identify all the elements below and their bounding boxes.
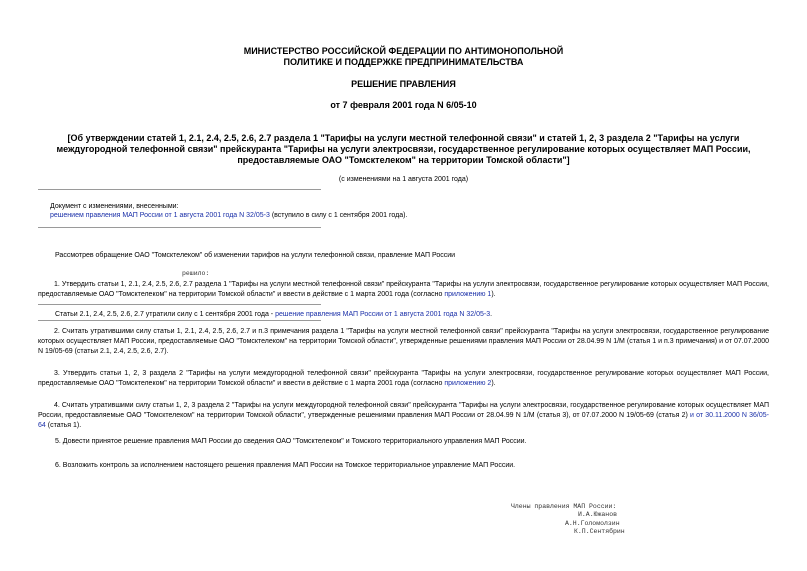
note-divider-bottom	[38, 320, 321, 321]
paragraph-5: 5. Довести принятое решение правления МАП России до сведения ОАО "Томсктелеком" и Томского территориального управления МАП России.	[55, 438, 527, 445]
ministry-name-line2: ПОЛИТИКЕ И ПОДДЕРЖКЕ ПРЕДПРИНИМАТЕЛЬСТВА	[283, 57, 524, 67]
changes-note: (с изменениями на 1 августа 2001 года)	[338, 176, 469, 183]
doc-title-line2: междугородной телефонной связи" прейскуранта "Тарифы на услуги электросвязи, государственное регулирование которых осуществляет МАП России,	[56, 144, 751, 154]
paragraph-4-end: (статья 1).	[45, 422, 82, 429]
signature-1: И.А.Южанов	[578, 511, 618, 518]
changes-label: Документ с изменениями, внесенными:	[50, 203, 179, 210]
paragraph-1-end: ).	[491, 291, 496, 298]
paragraph-3-text: 3. Утвердить статьи 1, 2, 3 раздела 2 "Тарифы на услуги междугородной телефонной связи" прейскуранта "Тарифы на услуги электросвязи, государственное регулирование которых осуществляет МАП России, предоставляемые ОАО "Томсктелеком" на территории Томской области" и ввести в действие с 1 марта 2001 года (согласно	[38, 370, 769, 387]
amendment-note-text: Статьи 2.1, 2.4, 2.5, 2.6, 2.7 утратили силу с 1 сентября 2001 года -	[55, 311, 276, 318]
paragraph-1	[38, 280, 769, 300]
paragraph-6: 6. Возложить контроль за исполнением настоящего решения правления МАП России на Томское территориальное управление МАП России.	[55, 462, 516, 469]
paragraph-3	[38, 369, 769, 389]
signatures-title: Члены правления МАП России:	[511, 503, 617, 510]
doc-title-line3: предоставляемые ОАО "Томсктелеком" на территории Томской области"]	[237, 155, 570, 165]
amendment-note-end: .	[490, 311, 493, 318]
paragraph-2: 2. Считать утратившими силу статьи 1, 2.1, 2.4, 2.5, 2.6, 2.7 и п.3 примечания раздела 1 "Тарифы на услуги местной телефонной связи" прейскуранта "Тарифы на услуги электросвязи, государственное регулирование которых осуществляет МАП России, предоставляемые ОАО "Томсктелеком" на территории Томской области", утвержденные решениями правления МАП России от 28.04.99 N 1/М (статья 1 и п.3 примечания) и от 07.07.2000 N 19/05-69 (статьи 2.1, 2.4, 2.5, 2.6, 2.7).	[38, 328, 769, 355]
signature-2: А.Н.Голомолзин	[565, 520, 620, 527]
amendment-note	[55, 310, 492, 319]
amendment-note-link[interactable]: решение правления МАП России от 1 августа 2001 года N 32/05-3	[275, 311, 491, 318]
ministry-name-line1: МИНИСТЕРСТВО РОССИЙСКОЙ ФЕДЕРАЦИИ ПО АНТИМОНОПОЛЬНОЙ	[243, 46, 564, 56]
divider-top	[38, 189, 321, 190]
changes-ref	[50, 211, 407, 220]
paragraph-3-end: ).	[491, 380, 496, 387]
date-number: от 7 февраля 2001 года N 6/05-10	[330, 100, 477, 110]
appendix-2-link[interactable]: приложению 2	[444, 380, 492, 387]
paragraph-4-text: 4. Считать утратившими силу статьи 1, 2, 3 раздела 2 "Тарифы на услуги междугородной телефонной связи" прейскуранта "Тарифы на услуги электросвязи, государственное регулирование которых осуществляет МАП России, предоставляемые ОАО "Томсктелеком" на территории Томской области", утвержденные решениями правления МАП России от 28.04.99 N 1/М (статья 3), от 07.07.2000 N 19/05-69 (статья 2)	[38, 402, 769, 419]
doc-type: РЕШЕНИЕ ПРАВЛЕНИЯ	[351, 79, 456, 89]
paragraph-1-text: 1. Утвердить статьи 1, 2.1, 2.4, 2.5, 2.6, 2.7 раздела 1 "Тарифы на услуги местной телефонной связи" прейскуранта "Тарифы на услуги электросвязи, государственное регулирование которых осуществляет МАП России, предоставляемые ОАО "Томсктелеком" на территории Томской области" и ввести в действие с 1 марта 2001 года (согласно	[38, 281, 769, 298]
note-divider	[38, 304, 321, 305]
signature-3: К.П.Сентябрин	[574, 528, 625, 535]
doc-title-line1: [Об утверждении статей 1, 2.1, 2.4, 2.5, 2.6, 2.7 раздела 1 "Тарифы на услуги местной телефонной связи" и статей 1, 2, 3 раздела 2 "Тарифы на услуги	[67, 133, 740, 143]
paragraph-4	[38, 401, 769, 431]
changes-ref-link[interactable]: решением правления МАП России от 1 августа 2001 года N 32/05-3	[50, 212, 270, 219]
decision-36-link[interactable]: и от 30.11.2000 N 36/05-64	[38, 412, 769, 429]
changes-ref-suffix: (вступило в силу с 1 сентября 2001 года).	[269, 212, 408, 219]
resolved-label: решило:	[182, 270, 210, 277]
intro-paragraph: Рассмотрев обращение ОАО "Томсктелеком" об изменении тарифов на услуги телефонной связи, правление МАП России	[55, 252, 456, 259]
divider-bottom	[38, 227, 321, 228]
appendix-1-link[interactable]: приложению 1	[444, 291, 492, 298]
